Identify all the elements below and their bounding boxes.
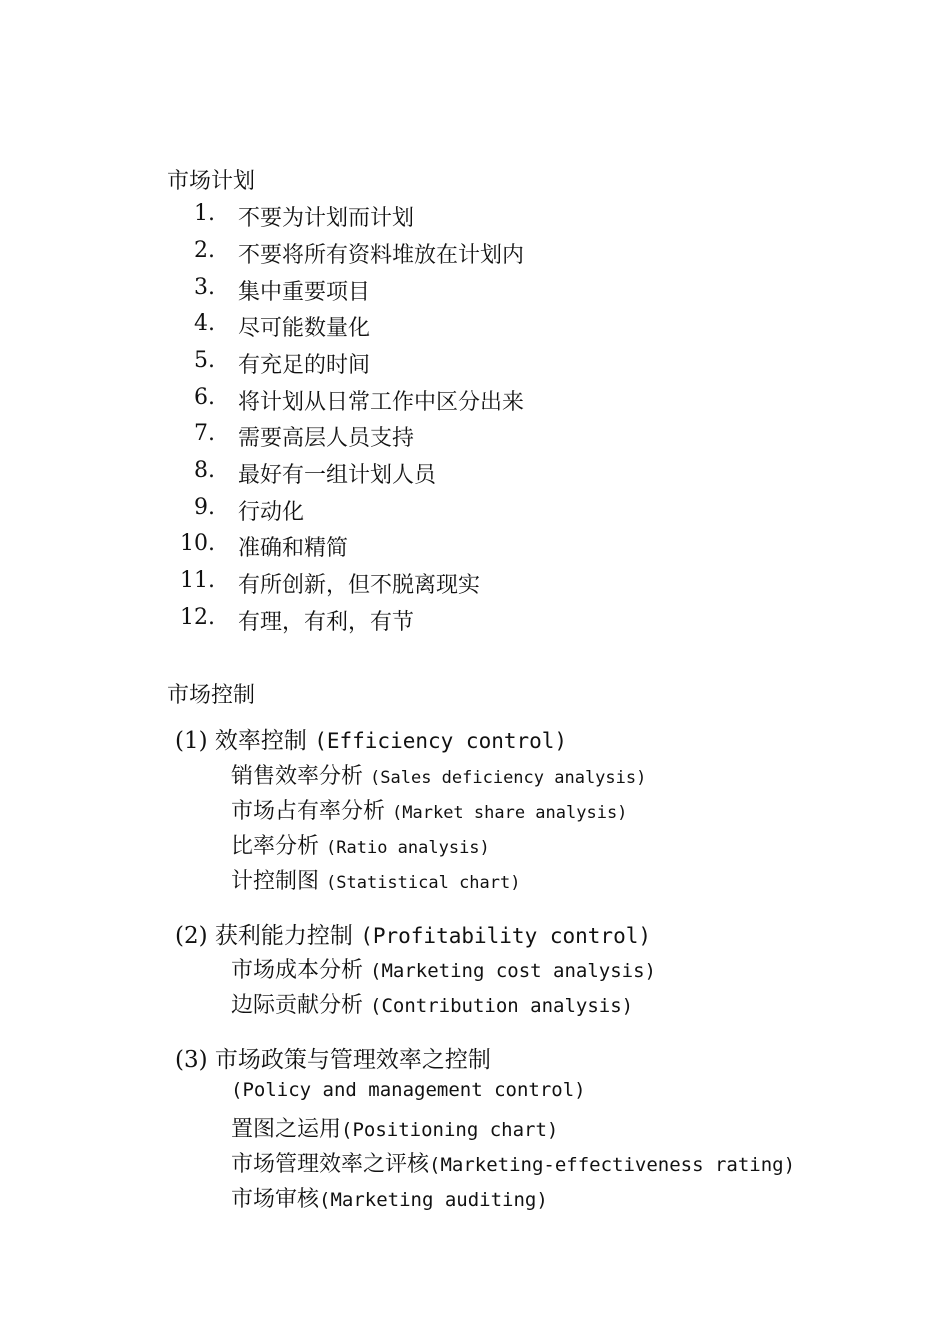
list-item: 有理，有利，有节 bbox=[238, 610, 415, 635]
list-item bbox=[231, 953, 656, 984]
list-item-number: 6. bbox=[194, 385, 215, 410]
section-number: (2) bbox=[175, 923, 208, 949]
list-item: 有充足的时间 bbox=[238, 353, 371, 378]
list-item: 行动化 bbox=[238, 500, 305, 525]
list-item: 集中重要项目 bbox=[238, 280, 371, 305]
list-item bbox=[231, 1112, 558, 1143]
list-item-number: 2. bbox=[194, 238, 215, 263]
section-title: 获利能力控制 bbox=[214, 923, 353, 949]
planning-title: 市场计划 bbox=[167, 169, 256, 194]
item-text-en: (Policy and management control) bbox=[231, 1079, 586, 1101]
list-item bbox=[231, 794, 627, 825]
section-title: 市场政策与管理效率之控制 bbox=[214, 1047, 491, 1073]
list-item-number: 5. bbox=[194, 348, 215, 373]
list-item: 准确和精简 bbox=[238, 536, 349, 561]
list-item: 不要将所有资料堆放在计划内 bbox=[238, 243, 525, 268]
list-item-number: 10. bbox=[180, 531, 215, 556]
section-title-en: (Efficiency control) bbox=[314, 729, 568, 753]
item-text-en: (Marketing-effectiveness rating) bbox=[429, 1154, 796, 1176]
item-text: 市场管理效率之评核 bbox=[231, 1152, 430, 1177]
item-text: 市场审核 bbox=[231, 1187, 320, 1212]
section-title: 效率控制 bbox=[214, 728, 307, 754]
control-title: 市场控制 bbox=[167, 683, 256, 708]
list-item-number: 12. bbox=[180, 605, 215, 630]
list-item-number: 9. bbox=[194, 495, 215, 520]
item-text: 市场成本分析 bbox=[231, 958, 364, 983]
list-item: 有所创新，但不脱离现实 bbox=[238, 573, 481, 598]
list-item bbox=[231, 1147, 795, 1178]
list-item bbox=[231, 988, 633, 1019]
item-text-en: (Sales deficiency analysis) bbox=[370, 768, 647, 788]
list-item-number: 1. bbox=[194, 201, 215, 226]
section-number: (1) bbox=[175, 728, 208, 754]
list-item bbox=[231, 1077, 586, 1102]
list-item: 尽可能数量化 bbox=[238, 316, 371, 341]
item-text-en: (Statistical chart) bbox=[326, 873, 521, 893]
list-item-number: 8. bbox=[194, 458, 215, 483]
list-item-number: 4. bbox=[194, 311, 215, 336]
section-heading bbox=[175, 917, 651, 950]
item-text-en: (Positioning chart) bbox=[341, 1119, 559, 1141]
list-item: 最好有一组计划人员 bbox=[238, 463, 437, 488]
item-text: 销售效率分析 bbox=[231, 764, 364, 789]
list-item: 不要为计划而计划 bbox=[238, 206, 415, 231]
section-title-en: (Profitability control) bbox=[360, 924, 652, 948]
item-text: 市场占有率分析 bbox=[231, 799, 386, 824]
section-heading bbox=[175, 722, 567, 755]
section-number: (3) bbox=[175, 1047, 208, 1073]
item-text-en: (Marketing auditing) bbox=[319, 1189, 548, 1211]
list-item: 将计划从日常工作中区分出来 bbox=[238, 390, 525, 415]
list-item bbox=[231, 864, 520, 895]
item-text: 计控制图 bbox=[231, 869, 320, 894]
list-item bbox=[231, 759, 646, 790]
list-item bbox=[231, 829, 490, 860]
item-text-en: (Contribution analysis) bbox=[370, 995, 634, 1017]
list-item bbox=[231, 1182, 548, 1213]
list-item: 需要高层人员支持 bbox=[238, 426, 415, 451]
list-item-number: 3. bbox=[194, 275, 215, 300]
list-item-number: 11. bbox=[180, 568, 215, 593]
list-item-number: 7. bbox=[194, 421, 215, 446]
section-heading bbox=[175, 1041, 491, 1074]
item-text-en: (Marketing cost analysis) bbox=[370, 960, 656, 982]
item-text: 边际贡献分析 bbox=[231, 993, 364, 1018]
item-text: 比率分析 bbox=[231, 834, 320, 859]
item-text: 置图之运用 bbox=[231, 1117, 342, 1142]
item-text-en: (Market share analysis) bbox=[392, 803, 628, 823]
item-text-en: (Ratio analysis) bbox=[326, 838, 490, 858]
